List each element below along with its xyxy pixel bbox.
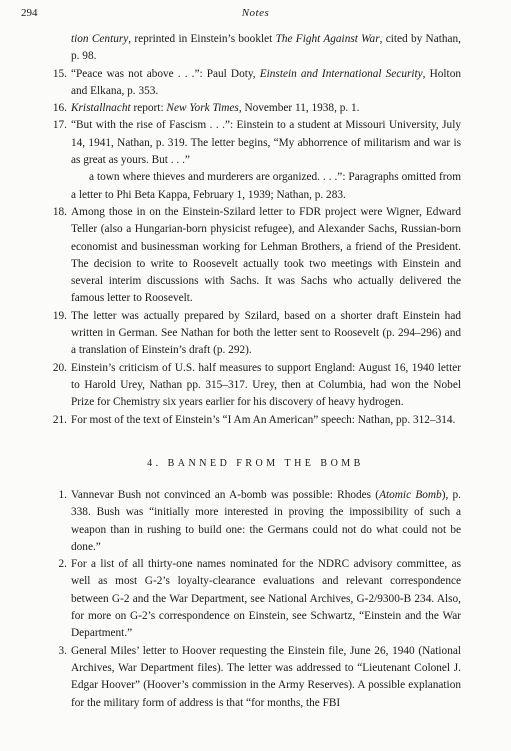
- note-text: a town where thieves and murderers are organized. . . .”: Paragraphs omitted from a letter to Phi Beta Kappa, February 1, 1939; Nathan, p. 283.: [71, 171, 461, 201]
- note-text: For most of the text of Einstein’s “I Am An American” speech: Nathan, pp. 312–314.: [71, 413, 456, 426]
- notes-list-chapter-4: [49, 487, 461, 712]
- note-number: 18.: [52, 205, 67, 218]
- note-item: [49, 308, 461, 360]
- note-text: “But with the rise of Fascism . . .”: Einstein to a student at Missouri University, July 14, 1941, Nathan, p. 319. The letter begins, “My abhorrence of militarism and war is as great as yours. But . . .”: [71, 119, 461, 167]
- note-text: , Holton and Elkana, p. 353.: [71, 67, 461, 97]
- note-item: [49, 169, 461, 204]
- note-number: 2.: [58, 558, 67, 571]
- note-item: [49, 360, 461, 412]
- note-number: 19.: [52, 309, 67, 322]
- note-text: , reprinted in Einstein’s booklet: [128, 33, 276, 45]
- note-title-text: Kristallnacht: [71, 102, 131, 115]
- note-text: For a list of all thirty-one names nominated for the NDRC advisory committee, as well as most G-2’s loyalty-clearance evaluations and relevant correspondence between G-2 and the War Department, see National Archives, G-2/9300-B 234. Also, for more on G-2’s correspondence on Einstein, see Schwartz, “Einstein and the War Department.”: [71, 558, 461, 640]
- note-title-text: tion Century: [71, 33, 129, 45]
- note-text: Einstein’s criticism of U.S. half measures to support England: August 16, 1940 letter to Harold Urey, Nathan pp. 315–317. Urey, then at Columbia, had won the Nobel Prize for Chemistry six years earlier for his discovery of heavy hydrogen.: [71, 361, 461, 409]
- note-text: ), p. 338. Bush was “initially more interested in proving the impossibility of such a weapon than in rushing to build one: the Germans could not do what could not be done.”: [71, 489, 461, 553]
- note-number: 21.: [52, 413, 67, 426]
- note-item: [49, 487, 461, 556]
- note-number: 3.: [58, 644, 67, 657]
- note-number: 16.: [52, 102, 67, 115]
- note-number: 17.: [52, 119, 67, 132]
- note-text: , November 11, 1938, p. 1.: [238, 102, 360, 115]
- note-item: [49, 204, 461, 308]
- note-item: [49, 556, 461, 642]
- note-text: General Miles’ letter to Hoover requesting the Einstein file, June 26, 1940 (National Archives, War Department files). The letter was addressed to “Lieutenant Colonel J. Edgar Hoover” (Hoover’s commission in the Army Reserves). A possible explanation for the military form of address is that “for months, the FBI: [71, 644, 461, 709]
- note-text: “Peace was not above . . .”: Paul Doty,: [71, 67, 260, 80]
- note-text: Vannevar Bush not convinced an A-bomb was possible: Rhodes (: [71, 489, 380, 501]
- note-title-text: Atomic Bomb: [379, 489, 442, 501]
- note-item: [49, 117, 461, 169]
- note-item: [49, 412, 461, 429]
- note-item: [49, 643, 461, 712]
- note-title-text: Einstein and International Security: [259, 67, 423, 80]
- page-number: 294: [21, 7, 38, 19]
- note-text: , cited by Nathan, p. 98.: [71, 33, 461, 63]
- page-header: [21, 7, 490, 23]
- note-title-text: New York Times: [166, 102, 239, 115]
- note-number: 15.: [52, 67, 67, 80]
- note-text: Among those in on the Einstein-Szilard letter to FDR project were Wigner, Edward Teller (also a Hungarian-born physicist refugee), and Alexander Sachs, Russian-born economist and businessman working for Lehman Brothers, a friend of the President. The decision to write to Roosevelt actually took two meetings with Einstein and several interim discussions with Sachs. It was Sachs who actually delivered the famous letter to Roosevelt.: [71, 205, 461, 305]
- note-text: The letter was actually prepared by Szilard, based on a shorter draft Einstein had written in German. See Nathan for both the letter sent to Roosevelt (p. 294–296) and a translation of Einstein’s draft (p. 292).: [71, 309, 461, 357]
- note-text: report:: [130, 102, 167, 115]
- note-number: 1.: [58, 489, 67, 501]
- running-head: Notes: [241, 7, 270, 19]
- note-item: [49, 66, 461, 101]
- note-item: [49, 31, 461, 66]
- note-title-text: The Fight Against War: [275, 33, 380, 45]
- note-item: [49, 100, 461, 117]
- note-number: 20.: [52, 361, 67, 374]
- chapter-heading: 4. BANNED FROM THE BOMB: [147, 458, 364, 469]
- notes-list: [49, 31, 461, 429]
